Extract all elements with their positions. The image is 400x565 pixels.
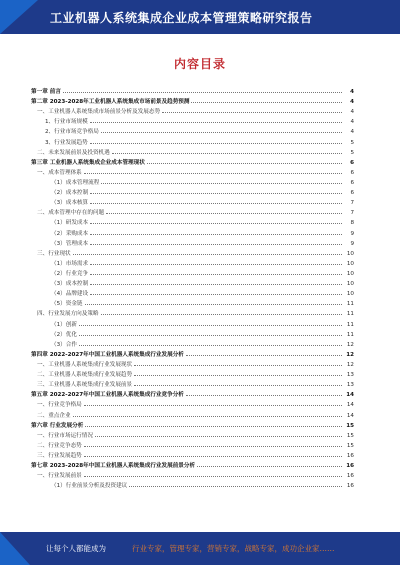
- toc-entry[interactable]: [31, 248, 354, 258]
- toc-entry-page: 7: [350, 210, 354, 217]
- toc-entry[interactable]: [31, 288, 354, 298]
- toc-entry[interactable]: [31, 147, 354, 157]
- toc-entry[interactable]: [31, 177, 354, 187]
- toc-leader-dots: [90, 187, 342, 194]
- toc-entry-label: 第二章 2023-2028年工业机器人系统集成市场前景及趋势预测: [31, 99, 190, 106]
- toc-leader-dots: [84, 167, 342, 174]
- toc-leader-dots: [129, 480, 342, 487]
- toc-leader-dots: [79, 339, 342, 346]
- toc-entry-page: 8: [350, 220, 354, 227]
- toc-leader-dots: [90, 116, 342, 123]
- toc-entry-label: 一、成本管理体系: [37, 169, 82, 176]
- toc-entry-label: （1）成本管理流程: [51, 179, 100, 186]
- toc-leader-dots: [162, 106, 342, 113]
- toc-entry-page: 6: [350, 179, 354, 186]
- toc-entry-page: 12: [346, 351, 354, 358]
- toc-entry[interactable]: [31, 96, 354, 106]
- toc-entry-page: 6: [350, 190, 354, 197]
- toc-entry[interactable]: [31, 399, 354, 409]
- footer-tagline: 行业专家，管理专家，营销专家，战略专家，成功企业家……: [132, 544, 335, 553]
- toc-entry-page: 13: [346, 382, 354, 389]
- toc-entry-label: 四、行业发展方向及策略: [37, 311, 99, 318]
- toc-entry-page: 4: [350, 109, 354, 116]
- toc-leader-dots: [90, 217, 342, 224]
- toc-leader-dots: [90, 288, 342, 295]
- toc-leader-dots: [95, 430, 342, 437]
- toc-leader-dots: [84, 470, 342, 477]
- toc-leader-dots: [147, 157, 342, 164]
- toc-entry-page: 14: [346, 392, 354, 399]
- toc-entry-page: 16: [346, 473, 354, 480]
- table-of-contents: [31, 86, 354, 490]
- toc-entry[interactable]: [31, 470, 354, 480]
- toc-entry-page: 11: [346, 301, 354, 308]
- toc-entry-page: 10: [346, 250, 354, 257]
- toc-entry-page: 16: [346, 483, 354, 490]
- toc-leader-dots: [134, 379, 342, 386]
- toc-leader-dots: [112, 147, 342, 154]
- toc-entry-page: 4: [350, 129, 354, 136]
- toc-heading: 内容目录: [173, 57, 226, 71]
- toc-leader-dots: [90, 137, 342, 144]
- toc-entry-page: 10: [346, 281, 354, 288]
- toc-entry[interactable]: [31, 268, 354, 278]
- toc-entry-page: 15: [346, 422, 354, 429]
- toc-entry-page: 12: [346, 361, 354, 368]
- toc-entry-label: 二、重点企业: [37, 412, 71, 419]
- toc-entry-label: 二、行业竞争态势: [37, 442, 82, 449]
- toc-entry-page: 11: [346, 311, 354, 318]
- toc-entry-label: 三、工业机器人系统集成行业发展前景: [37, 382, 133, 389]
- toc-entry-label: 第五章 2022-2027年中国工业机器人系统集成行业竞争分析: [31, 392, 184, 399]
- toc-entry[interactable]: [31, 329, 354, 339]
- toc-entry[interactable]: [31, 430, 354, 440]
- toc-leader-dots: [186, 389, 342, 396]
- toc-entry-page: 10: [346, 260, 354, 267]
- toc-entry-page: 16: [346, 463, 354, 470]
- toc-entry-page: 10: [346, 291, 354, 298]
- toc-entry-page: 11: [346, 331, 354, 338]
- toc-entry[interactable]: [31, 369, 354, 379]
- toc-entry-page: 15: [346, 442, 354, 449]
- toc-leader-dots: [73, 248, 342, 255]
- toc-entry-label: （2）优化: [51, 331, 77, 338]
- page-footer: [0, 532, 400, 565]
- toc-entry[interactable]: [31, 379, 354, 389]
- toc-entry-label: 第四章 2022-2027年中国工业机器人系统集成行业发展分析: [31, 351, 184, 358]
- toc-entry[interactable]: [31, 137, 354, 147]
- toc-entry-label: （1）行业前景分析及投资建议: [51, 483, 128, 490]
- toc-entry-page: 13: [346, 372, 354, 379]
- toc-leader-dots: [90, 197, 342, 204]
- page-header: [0, 0, 400, 34]
- toc-leader-dots: [191, 96, 342, 103]
- toc-entry-label: 2、行业市场竞争格局: [45, 129, 99, 136]
- toc-entry-label: （5）资金链: [51, 301, 83, 308]
- toc-entry-page: 9: [350, 230, 354, 237]
- toc-entry-page: 10: [346, 270, 354, 277]
- toc-entry-label: 第三章 工业机器人系统集成企业成本管理现状: [31, 159, 145, 166]
- toc-entry-label: （3）成本控制: [51, 281, 89, 288]
- toc-leader-dots: [101, 308, 342, 315]
- toc-entry-label: 一、行业竞争格局: [37, 402, 82, 409]
- toc-entry[interactable]: [31, 480, 354, 490]
- report-title: 工业机器人系统集成企业成本管理策略研究报告: [50, 11, 313, 25]
- toc-leader-dots: [106, 207, 342, 214]
- toc-leader-dots: [101, 126, 342, 133]
- toc-entry[interactable]: [31, 167, 354, 177]
- footer-slogan: 让每个人都能成为: [46, 544, 106, 553]
- toc-entry[interactable]: [31, 339, 354, 349]
- toc-entry-label: 三、行业现状: [37, 250, 71, 257]
- toc-entry[interactable]: [31, 187, 354, 197]
- toc-leader-dots: [90, 228, 342, 235]
- toc-entry-page: 6: [350, 169, 354, 176]
- toc-entry-page: 4: [350, 99, 354, 106]
- toc-entry[interactable]: [31, 106, 354, 116]
- toc-leader-dots: [84, 450, 342, 457]
- toc-entry-label: 二、工业机器人系统集成行业发展趋势: [37, 372, 133, 379]
- toc-entry[interactable]: [31, 349, 354, 359]
- toc-entry[interactable]: [31, 126, 354, 136]
- toc-entry[interactable]: [31, 420, 354, 430]
- toc-leader-dots: [134, 359, 342, 366]
- toc-entry[interactable]: [31, 460, 354, 470]
- toc-entry-page: 7: [350, 200, 354, 207]
- toc-leader-dots: [85, 298, 342, 305]
- toc-entry[interactable]: [31, 238, 354, 248]
- toc-entry-label: （3）成本核算: [51, 200, 89, 207]
- toc-entry-label: 第七章 2023-2028年中国工业机器人系统集成行业发展前景分析: [31, 463, 196, 470]
- toc-entry-label: 二、成本管理中存在的问题: [37, 210, 105, 217]
- toc-entry-page: 16: [346, 452, 354, 459]
- toc-entry[interactable]: [31, 157, 354, 167]
- toc-entry-label: 三、行业发展趋势: [37, 452, 82, 459]
- toc-entry-label: 一、行业发展前景: [37, 473, 82, 480]
- toc-entry-page: 12: [346, 341, 354, 348]
- toc-entry-page: 9: [350, 240, 354, 247]
- toc-entry-label: （3）管理成本: [51, 240, 89, 247]
- toc-leader-dots: [90, 268, 342, 275]
- toc-entry-label: （2）行业竞争: [51, 270, 89, 277]
- toc-entry[interactable]: [31, 278, 354, 288]
- toc-leader-dots: [79, 329, 342, 336]
- toc-entry[interactable]: [31, 359, 354, 369]
- toc-entry[interactable]: [31, 308, 354, 318]
- toc-entry[interactable]: [31, 258, 354, 268]
- toc-entry[interactable]: [31, 217, 354, 227]
- toc-entry-label: 一、工业机器人系统集成行业发展现状: [37, 361, 133, 368]
- toc-entry-page: 15: [346, 432, 354, 439]
- toc-entry[interactable]: [31, 298, 354, 308]
- toc-leader-dots: [186, 349, 342, 356]
- toc-entry-label: 第一章 前言: [31, 89, 61, 95]
- toc-entry-label: 二、未来发展前景及投资机遇: [37, 149, 110, 156]
- toc-leader-dots: [90, 258, 342, 265]
- toc-entry[interactable]: [31, 440, 354, 450]
- toc-entry-label: （2）成本控制: [51, 190, 89, 197]
- toc-entry-page: 14: [346, 412, 354, 419]
- toc-leader-dots: [63, 86, 342, 93]
- header-accent-shape: [0, 0, 38, 34]
- toc-leader-dots: [90, 278, 342, 285]
- toc-entry-label: （2）采购成本: [51, 230, 89, 237]
- toc-entry[interactable]: [31, 86, 354, 96]
- toc-entry-label: （1）市场需求: [51, 260, 89, 267]
- toc-leader-dots: [85, 420, 342, 427]
- toc-entry[interactable]: [31, 228, 354, 238]
- toc-leader-dots: [101, 177, 342, 184]
- toc-leader-dots: [90, 238, 342, 245]
- toc-entry-page: 11: [346, 321, 354, 328]
- toc-entry[interactable]: [31, 319, 354, 329]
- toc-leader-dots: [134, 369, 342, 376]
- toc-leader-dots: [79, 319, 342, 326]
- toc-leader-dots: [73, 410, 342, 417]
- toc-entry-label: 一、工业机器人系统集成市场前景分析及发展态势: [37, 109, 161, 116]
- toc-entry-page: 4: [350, 119, 354, 126]
- toc-entry[interactable]: [31, 116, 354, 126]
- toc-entry[interactable]: [31, 197, 354, 207]
- toc-entry-label: （3）合作: [51, 341, 77, 348]
- toc-leader-dots: [84, 440, 342, 447]
- toc-entry[interactable]: [31, 410, 354, 420]
- toc-entry[interactable]: [31, 450, 354, 460]
- toc-leader-dots: [197, 460, 342, 467]
- toc-entry-page: 5: [350, 149, 354, 156]
- toc-entry-label: 第六章 行业发展分析: [31, 422, 84, 429]
- toc-entry-page: 4: [350, 89, 354, 95]
- footer-accent-shape: [0, 532, 30, 565]
- toc-entry[interactable]: [31, 207, 354, 217]
- toc-entry-label: 3、行业发展趋势: [45, 139, 88, 146]
- toc-entry-label: （1）研发成本: [51, 220, 89, 227]
- toc-leader-dots: [84, 399, 342, 406]
- toc-entry-label: （1）创新: [51, 321, 77, 328]
- toc-entry-page: 6: [350, 159, 354, 166]
- toc-entry-label: 1、行业市场规模: [45, 119, 88, 126]
- toc-entry-label: （4）品牌建设: [51, 291, 89, 298]
- toc-entry-page: 14: [346, 402, 354, 409]
- toc-entry[interactable]: [31, 389, 354, 399]
- toc-entry-label: 一、行业市场运行情况: [37, 432, 93, 439]
- toc-entry-page: 5: [350, 139, 354, 146]
